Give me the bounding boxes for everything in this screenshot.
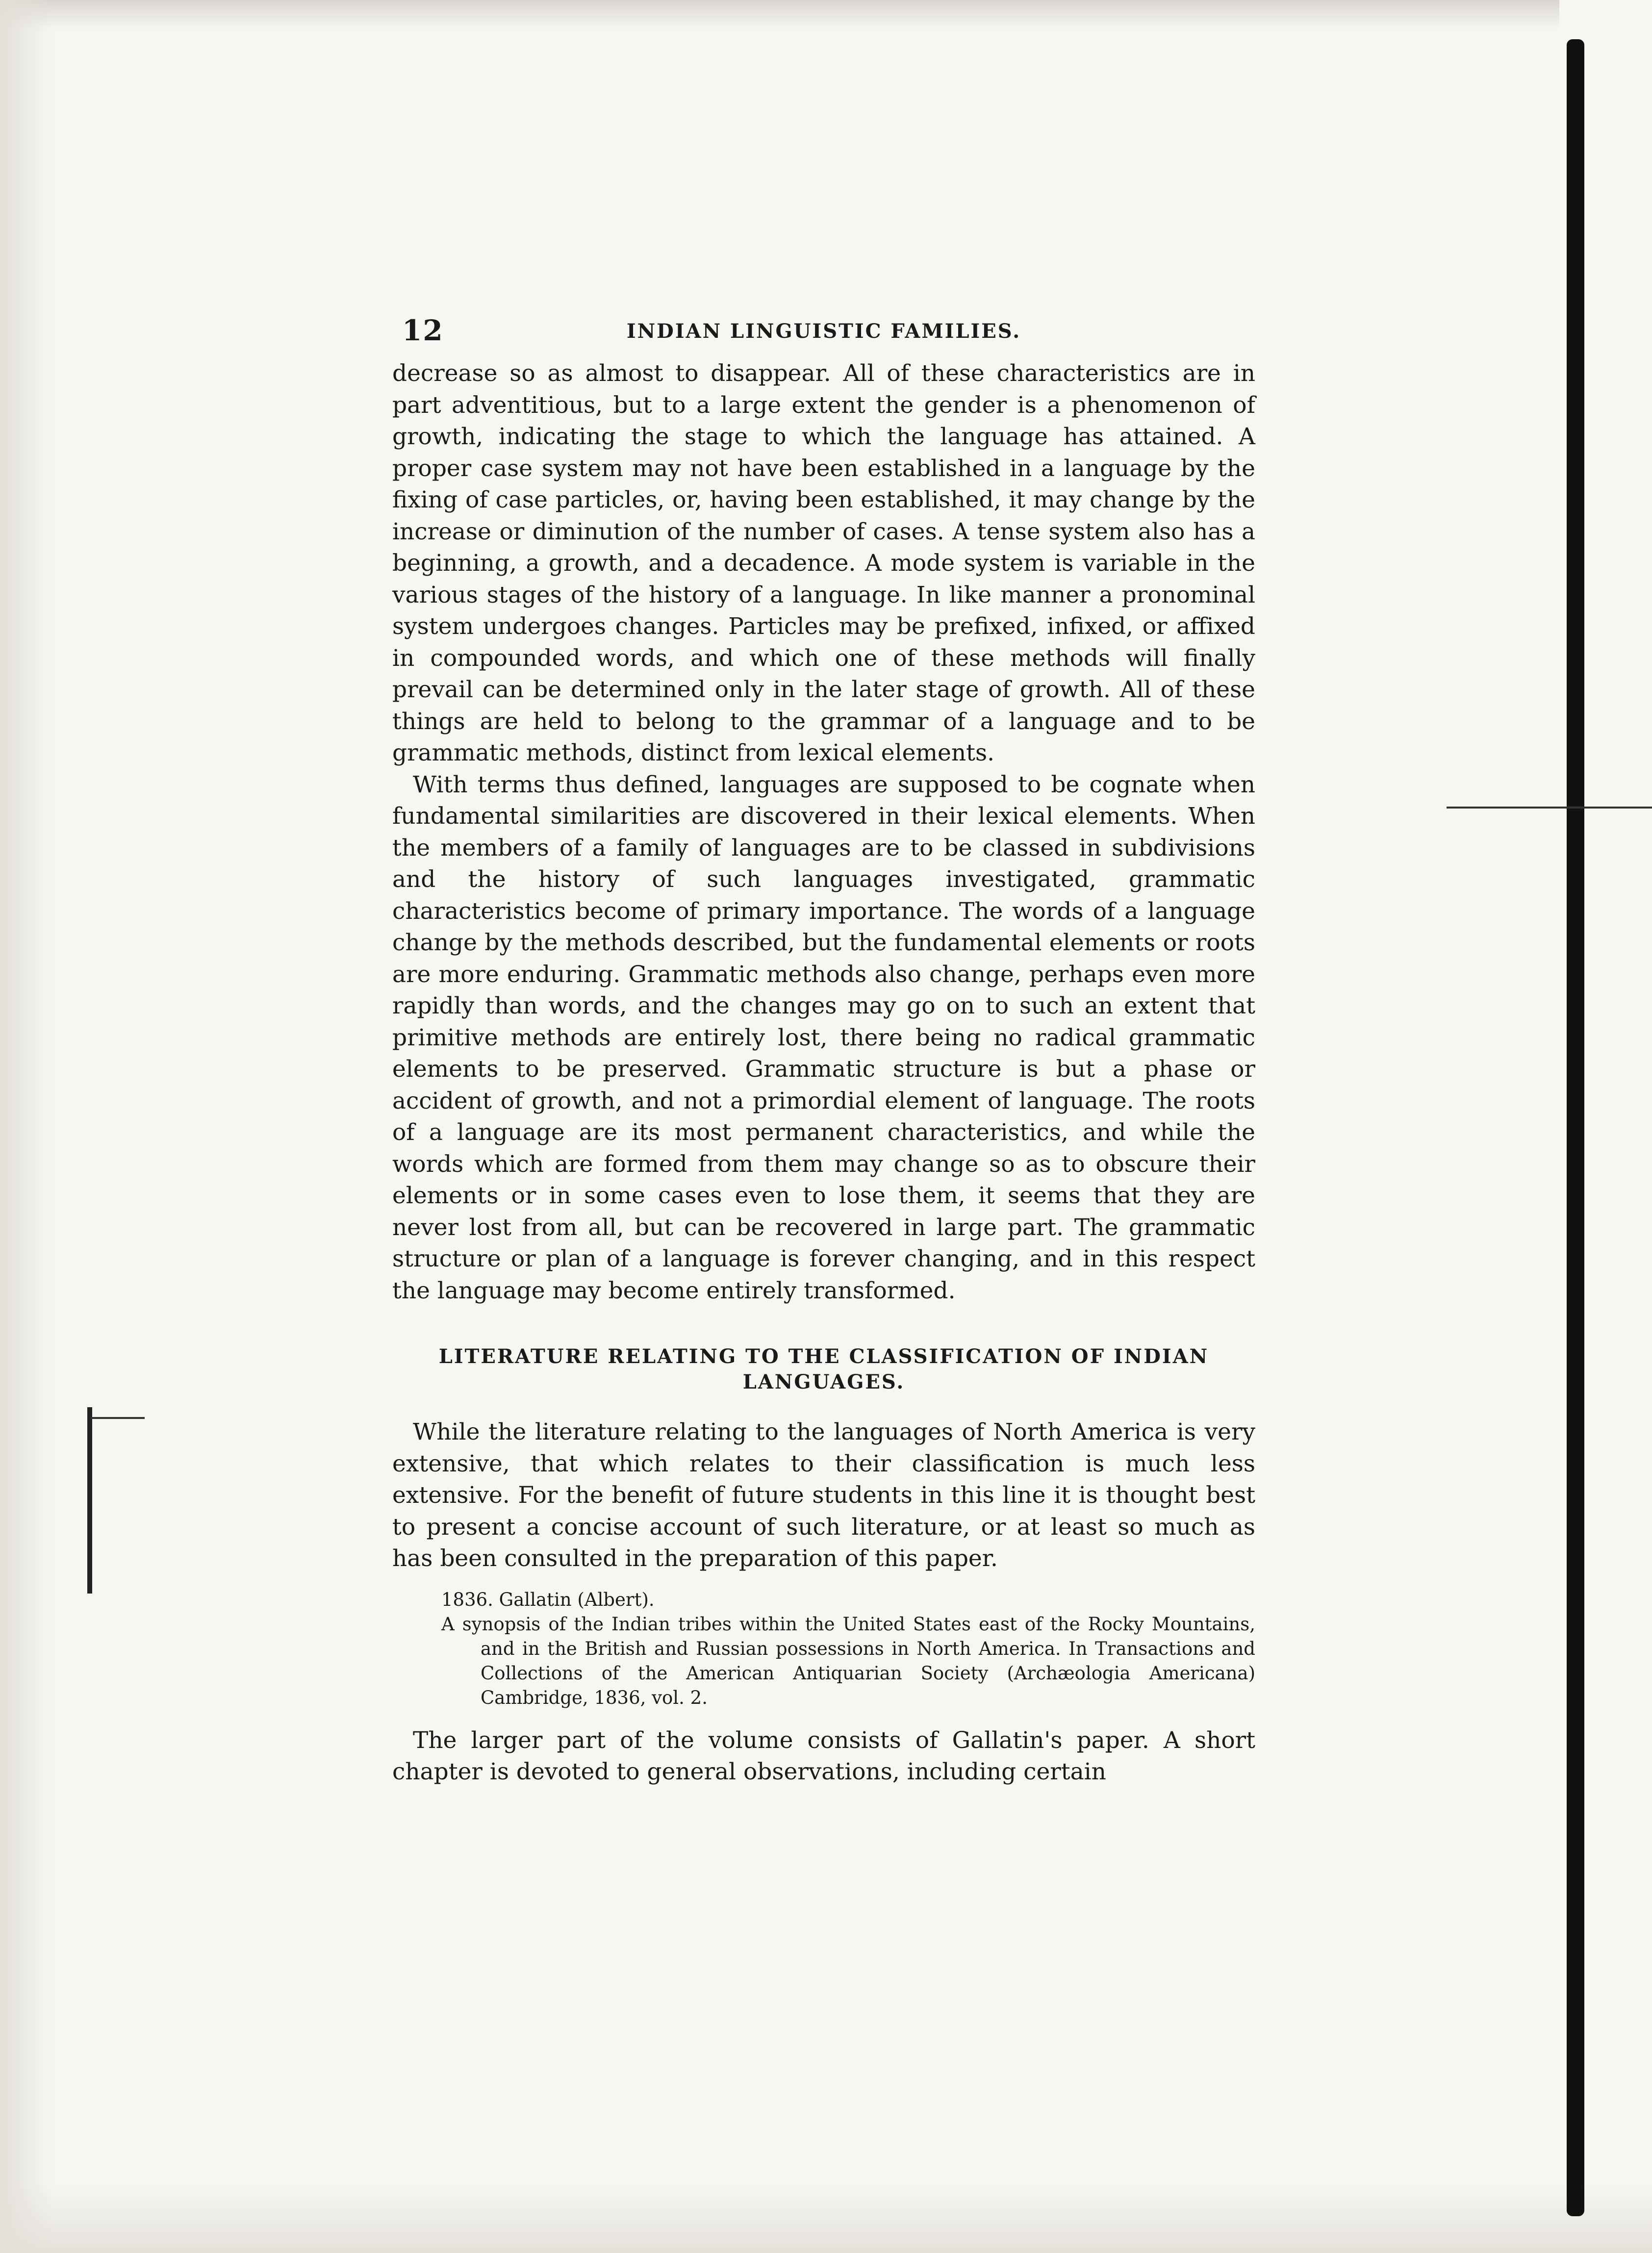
bibliography-entry [441,1588,1255,1710]
scan-edge-left [0,0,54,2253]
running-head [392,314,1255,358]
scan-edge-bottom [0,2184,1652,2253]
section-heading: LITERATURE RELATING TO THE CLASSIFICATION OF INDIAN LANGUAGES. [438,1345,1209,1393]
scan-mark-left [87,1407,92,1594]
page-number: 12 [402,314,444,347]
document-page [392,314,1255,1788]
body-paragraph-3: While the literature relating to the languages of North America is very extensive, that which relates to their classification is much less extensive. For the benefit of future students in this line it is thought best to present a concise account of such literature, or at least so much as has been consulted in the preparation of this paper. [392,1418,1255,1572]
scan-edge-top [0,0,1559,29]
reference-year-author: 1836. Gallatin (Albert). [441,1589,655,1610]
reference-citation: A synopsis of the Indian tribes within the United States east of the Rocky Mountains, and in the British and Russian possessions in North America. In Transactions and Collections of the American Antiquarian Society (Archæologia Americana) Cambridge, 1836, vol. 2. [441,1613,1255,1708]
scan-mark-left-tick [91,1417,145,1419]
scan-binding-shadow [1567,39,1584,2216]
body-paragraph-1: decrease so as almost to disappear. All of these characteristics are in part adventitious, but to a large extent the gender is a phenomenon of growth, indicating the stage to which the language has attained. A proper case system may not have been established in a language by the fixing of case particles, or, having been established, it may change by the increase or diminution of the number of cases. A tense system also has a beginning, a growth, and a decadence. A mode system is variable in the various stages of the history of a language. In like manner a pronominal system undergoes changes. Particles may be prefixed, infixed, or affixed in compounded words, and which one of these methods will finally prevail can be determined only in the later stage of growth. All of these things are held to belong to the grammar of a language and to be grammatic methods, distinct from lexical elements. [392,360,1255,766]
scan-mark-right [1447,807,1652,809]
body-paragraph-4: The larger part of the volume consists of Gallatin's paper. A short chapter is devoted to general observations, including certain [392,1726,1255,1785]
body-paragraph-2: With terms thus defined, languages are supposed to be cognate when fundamental similarities are discovered in their lexical elements. When the members of a family of languages are to be classed in subdivisions and the history of such languages investigated, grammatic characteristics become of primary importance. The words of a language change by the methods described, but the fundamental elements or roots are more enduring. Grammatic methods also change, perhaps even more rapidly than words, and the changes may go on to such an extent that primitive methods are entirely lost, there being no radical grammatic elements to be preserved. Grammatic structure is but a phase or accident of growth, and not a primordial element of language. The roots of a language are its most permanent characteristics, and while the words which are formed from them may change so as to obscure their elements or in some cases even to lose them, it seems that they are never lost from all, but can be recovered in large part. The grammatic structure or plan of a language is forever changing, and in this respect the language may become entirely transformed. [392,771,1255,1304]
running-title: INDIAN LINGUISTIC FAMILIES. [626,320,1021,343]
